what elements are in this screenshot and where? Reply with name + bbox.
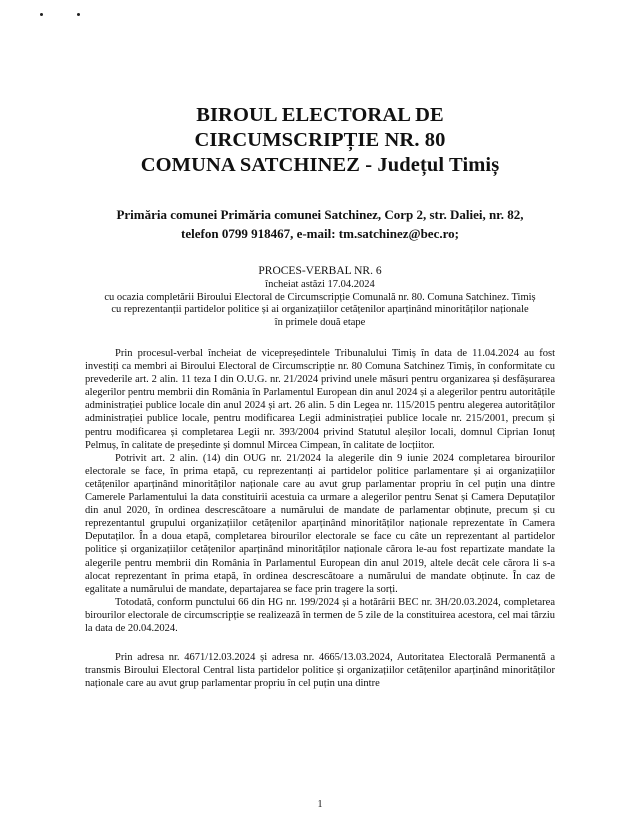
document-body — [85, 347, 555, 690]
scan-speck — [40, 13, 43, 16]
title-line-2: CIRCUMSCRIPȚIE NR. 80 — [194, 129, 446, 151]
proces-verbal-heading — [40, 264, 600, 329]
page-number: 1 — [317, 799, 323, 810]
body-paragraph: Totodată, conform punctului 66 din HG nr. 199/2024 și a hotărârii BEC nr. 3H/20.03.2024, completarea birourilor electorale de circumscripție se realizează în termen de 5 zile de la constituirea acestora, cel mai târziu la data de 20.04.2024. — [85, 596, 555, 634]
body-paragraph: Potrivit art. 2 alin. (14) din OUG nr. 21/2024 la alegerile din 9 iunie 2024 completarea birourilor electorale se face, în prima etapă, cu reprezentanți ai partidelor politice parlamentare și ai organizațiilor cetățenilor aparținând minorităților naționale care au avut grup parlamentar propriu în cel puțin una dintre Camerele Parlamentului la data constituirii acestuia ca urmare a alegerilor pentru Senat și Camera Deputaților din anul 2020, în ordinea descrescătoare a numărului de mandate de parlamentar obținute, precum și cu reprezentantul grupului organizațiilor cetățenilor aparținând minorităților naționale reprezentate în Camera Deputaților. În a doua etapă, completarea birourilor electorale se face cu câte un reprezentant al partidelor politice și organizațiilor cetățenilor aparținând minorităților naționale cărora le-au fost repartizate mandate la alegerile pentru membrii din România în Parlamentul European din anul 2019, altele decât cele cărora li s-a alocat reprezentant în prima etapă, în ordinea descrescătoare a numărului de mandate obținute. În caz de egalitate a numărului de mandate, departajarea se face prin tragere la sorți. — [85, 452, 555, 595]
proces-verbal-date: încheiat astăzi 17.04.2024 — [265, 279, 375, 290]
proces-verbal-subject-3: în primele două etape — [274, 316, 366, 328]
body-paragraph: Prin procesul-verbal încheiat de vicepreședintele Tribunalului Timiș în data de 11.04.2024 au fost investiți ca membri ai Biroului Electoral de Circumscripție nr. 80 Comuna Satchinez Timiș, în conformitate cu prevederile art. 2 alin. 11 teza I din O.U.G. nr. 21/2024 privind unele măsuri pentru organizarea și desfășurarea alegerilor pentru membrii din România în Parlamentul European din anul 2024 și a alegerilor pentru autoritățile administrației publice locale din anul 2024 și art. 26 alin. 5 din Legea nr. 115/2015 pentru alegerea autorităților administrației publice locale, pentru modificarea Legii administrației publice locale nr. 215/2001, precum și pentru modificarea și completarea Legii nr. 393/2004 privind Statutul aleșilor locali, domnul Ciprian Ionuț Pelmuș, în calitate de președinte și domnul Mircea Cimpean, în calitate de locțiitor. — [85, 348, 555, 451]
proces-verbal-title: PROCES-VERBAL NR. 6 — [258, 265, 382, 277]
proces-verbal-subject-1: cu ocazia completării Biroului Electoral de Circumscripție Comunală nr. 80. Comuna Satchinez. Timiș — [104, 291, 536, 303]
institution-address — [60, 205, 580, 243]
title-line-1: BIROUL ELECTORAL DE — [196, 104, 444, 126]
scan-speck — [77, 13, 80, 16]
body-paragraph: Prin adresa nr. 4671/12.03.2024 și adresa nr. 4665/13.03.2024, Autoritatea Electorală Permanentă a transmis Biroului Electoral Central lista partidelor politice și organizațiilor cetățenilor aparținând minorităților naționale care au avut grup parlamentar propriu în cel puțin una dintre — [85, 652, 555, 690]
document-title — [0, 103, 640, 178]
proces-verbal-subject-2: cu reprezentanții partidelor politice și ai organizațiilor cetățenilor aparținând minorităților naționale — [111, 304, 529, 315]
title-line-3: COMUNA SATCHINEZ - Județul Timiș — [140, 154, 500, 176]
address-line-2: telefon 0799 918467, e-mail: tm.satchinez@bec.ro; — [181, 226, 459, 241]
address-line-1: Primăria comunei Primăria comunei Satchinez, Corp 2, str. Daliei, nr. 82, — [116, 207, 524, 222]
